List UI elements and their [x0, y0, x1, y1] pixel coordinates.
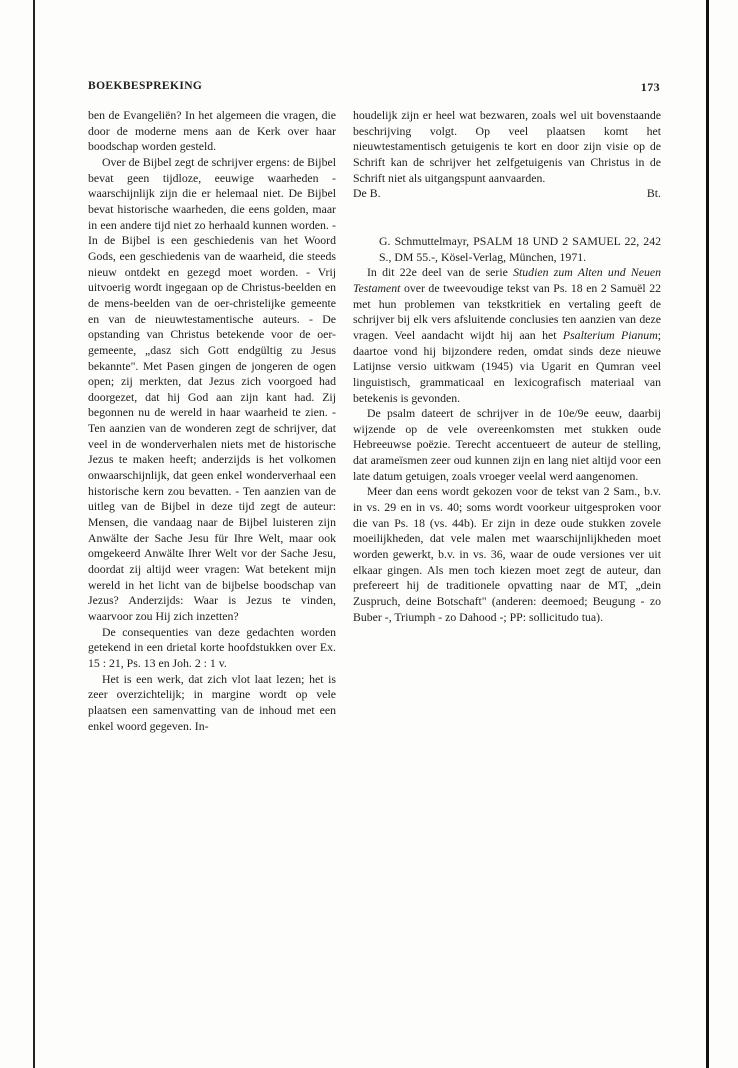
- paragraph: houdelijk zijn er heel wat bezwaren, zoals wel uit bovenstaande beschrijving volgt. Op veel plaatsen komt het nieuwtestamentisch getuigenis te kort en door zijn visie op de Schrift kan de schrijver het zelfgetuigenis van Christus in de Schrift niet als uitgangspunt aanvaarden.: [353, 108, 661, 185]
- signature-author: De B.: [353, 186, 381, 201]
- page-number: 173: [640, 80, 660, 94]
- right-column: [353, 108, 661, 625]
- paragraph: Over de Bijbel zegt de schrijver ergens: de Bijbel bevat geen tijdloze, eeuwige waarheden - waarschijnlijk zijn die er helemaal niet. De Bijbel bevat historische waarheden, die eens golden, maar in een andere tijd niet zo herhaald kunnen worden. - In de Bijbel is een geschiedenis van het Woord Gods, een geschiedenis van de waarheid, die steeds nieuw ontdekt en gezegd moet worden. - Vrij uitvoerig wordt ingegaan op de Christus-beelden en de mens-beelden van de oer-christelijke gemeente en van de nieuwtestamentische auteurs. - De opstanding van Christus betekende voor de oer-gemeente, „dasz sich Gott endgültig zu Jesus bekannte". Met Pasen gingen de jongeren de ogen open; zij merkten, dat Jezus zich voorgoed had doorgezet, dat hij God aan zijn kant had. Zij begonnen nu de wereld in haar waarheid te zien. - Ten aanzien van de wonderen zegt de schrijver, dat veel in de wonderverhalen niets met de historische Jezus te maken heeft; anderzijds is het volkomen onwaarschijnlijk, dat geen enkel wonderverhaal een historische kern zou bevatten. - Ten aanzien van de uitleg van de Bijbel in deze tijd zegt de auteur: Mensen, die vandaag naar de Bijbel luisteren zijn Anwälte der Sache Jesu für Ihre Welt, maar ook omgekeerd Anwälte Ihrer Welt vor der Sache Jesu, doordat zij altijd weer vragen: Wat betekent mijn wereld in het licht van de bijbelse boodschap van Jezus? Anderzijds: Waar is Jezus te vinden, waarvoor zou Hij zich inzetten?: [88, 154, 336, 623]
- book-citation: G. Schmuttelmayr, PSALM 18 UND 2 SAMUEL 22, 242 S., DM 55.-, Kösel-Verlag, München, 1971.: [379, 233, 661, 264]
- series-title: Studien zum Alten und Neuen Testament: [353, 265, 661, 295]
- text-span: over de tweevoudige tekst van Ps. 18 en 2 Samuël 22 met hun problemen van tekstkritiek en vertaling geeft de schrijver bij elk vers afsluitende conclusies ten aanzien van deze vragen. Veel aandacht wijdt hij aan het: [353, 280, 661, 342]
- section-title: BOEKBESPREKING: [88, 80, 203, 92]
- work-title: Psalterium Pianum: [562, 327, 658, 342]
- review-heading: [353, 234, 661, 265]
- paragraph: Het is een werk, dat zich vlot laat lezen; het is zeer overzichtelijk; in margine wordt op vele plaatsen een samenvatting van de inhoud met een enkel woord gegeven. In-: [88, 671, 336, 733]
- text-span: ; daartoe vond hij bijzondere reden, omdat sinds deze nieuwe Latijnse versio uitkwam (1945) via Ugarit en Qumran veel linguistisch, grammaticaal en lexicografisch materiaal van betekenis is gevonden.: [353, 327, 662, 405]
- signature-initials: Bt.: [646, 186, 661, 201]
- paragraph: ben de Evangeliën? In het algemeen die vragen, die door de moderne mens aan de Kerk over haar boodschap worden gesteld.: [88, 108, 336, 154]
- text-span: In dit 22e deel van de serie: [367, 265, 514, 280]
- page-edge-left: [33, 0, 35, 1068]
- paragraph: De psalm dateert de schrijver in de 10e/9e eeuw, daarbij wijzende op de vele overeenkomsten met stukken oude Hebreeuwse poëzie. Terecht accentueert de auteur de stelling, dat arameïsmen zeer oud kunnen zijn en lang niet altijd voor een late datum getuigen, zoals vroeger veelal werd aangenomen.: [353, 406, 661, 483]
- paragraph: Meer dan eens wordt gekozen voor de tekst van 2 Sam., b.v. in vs. 29 en in vs. 40; soms wordt voorkeur uitgesproken voor die van Ps. 18 (vs. 44b). Er zijn in deze oude stukken zovele moeilijkheden, dat vele malen met waarschijnlijkheden moet worden gewerkt, b.v. in vs. 36, waar de oude versiones ver uit elkaar gingen. Als men toch kiezen moet zegt de auteur, dan prefereert hij de traditionele opvatting naar de MT, „dein Zuspruch, deine Botschaft" (anderen: deemoed; Beugung - zo Buber -, Triumph - zo Dahood -; PP: sollicitudo tua).: [353, 484, 661, 624]
- running-header: [88, 80, 660, 98]
- left-column: [88, 108, 336, 734]
- review-signature: [353, 186, 661, 202]
- paragraph: De consequenties van deze gedachten worden getekend in een drietal korte hoofdstukken over Ex. 15 : 21, Ps. 13 en Joh. 2 : 1 v.: [88, 624, 336, 670]
- paragraph: [353, 265, 661, 406]
- page-edge-right: [706, 0, 709, 1068]
